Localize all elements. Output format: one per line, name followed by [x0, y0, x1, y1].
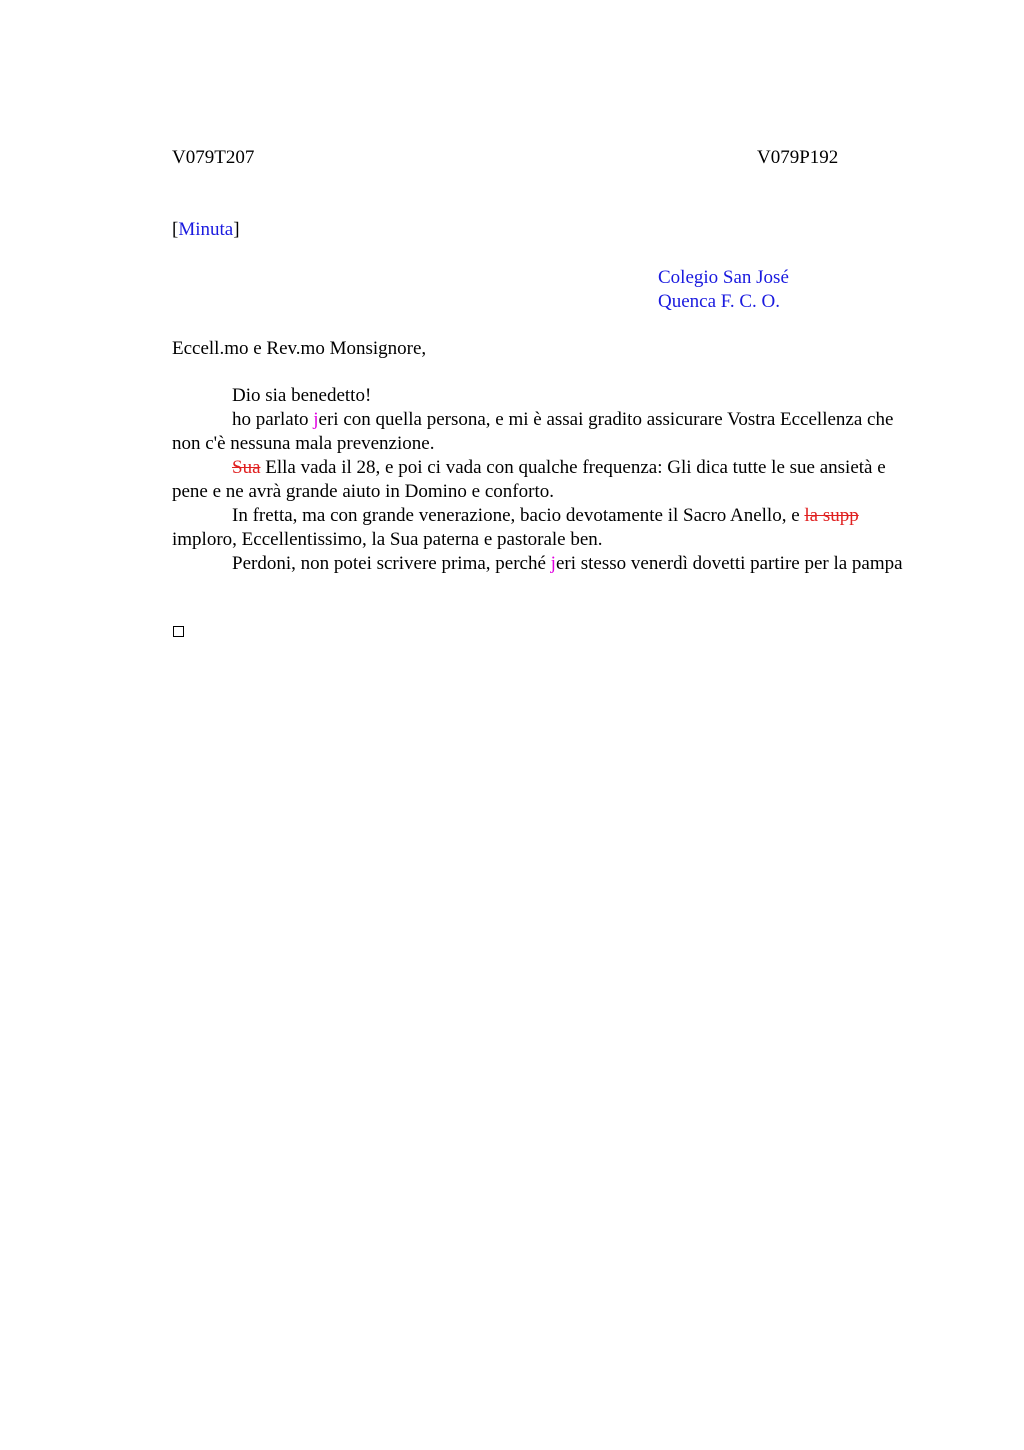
paragraph-3-text: Ella vada il 28, e poi ci vada con qualche frequenza: Gli dica tutte le sue ansietà e pene e ne avrà grande aiuto in Domino e conforto.	[172, 457, 886, 502]
paragraph-1	[172, 384, 924, 408]
document-code-left: V079T207	[172, 147, 255, 168]
paragraph-2-correction: j	[313, 409, 319, 430]
paragraph-2	[172, 408, 924, 456]
paragraph-4-text-b: imploro, Eccellentissimo, la Sua paterna e pastorale ben.	[172, 529, 603, 550]
paragraph-4-text-a: In fretta, ma con grande venerazione, bacio devotamente il Sacro Anello, e	[232, 505, 805, 526]
paragraph-3-deletion: Sua	[232, 457, 261, 478]
paragraph-5	[172, 552, 924, 576]
minuta-note	[172, 218, 240, 242]
paragraph-5-text-a: Perdoni, non potei scrivere prima, perché	[232, 553, 551, 574]
paragraph-4-deletion: la supp	[804, 505, 859, 526]
paragraph-4	[172, 504, 924, 552]
paragraph-3	[172, 456, 924, 504]
end-square-icon	[173, 626, 184, 637]
bracket-open: [	[172, 219, 179, 240]
document-code-right: V079P192	[757, 147, 839, 168]
paragraph-5-correction: j	[550, 553, 556, 574]
minuta-label: Minuta	[178, 219, 234, 240]
paragraph-1-text: Dio sia benedetto!	[232, 385, 372, 406]
bracket-close: ]	[233, 219, 240, 240]
salutation: Eccell.mo e Rev.mo Monsignore,	[172, 338, 427, 359]
letter-body	[172, 384, 924, 576]
paragraph-2-text-b: eri con quella persona, e mi è assai gradito assicurare Vostra Eccellenza che non c'è nessuna mala prevenzione.	[172, 409, 894, 454]
address-line-2: Quenca F. C. O.	[658, 291, 780, 312]
paragraph-2-text-a: ho parlato	[232, 409, 314, 430]
address-line-1: Colegio San José	[658, 267, 789, 288]
paragraph-5-text-b: eri stesso venerdì dovetti partire per la pampa	[555, 553, 903, 574]
